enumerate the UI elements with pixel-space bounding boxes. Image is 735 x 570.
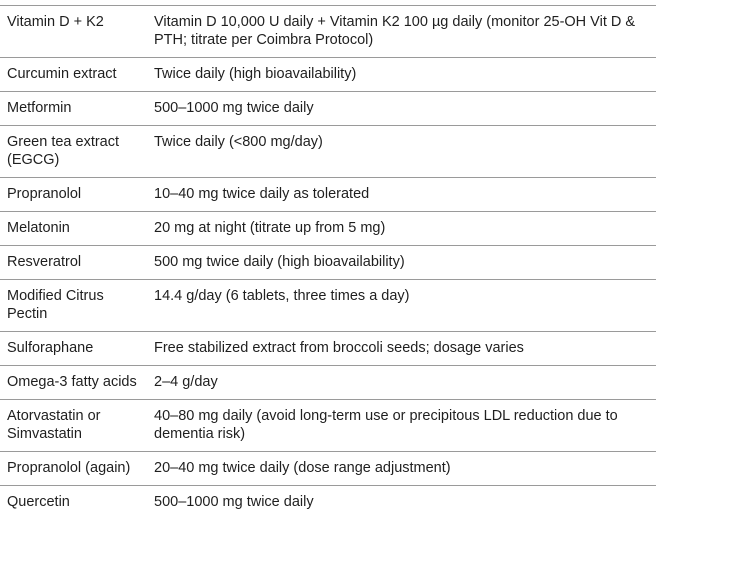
dosage-cell: 500 mg twice daily (high bioavailability)	[146, 246, 656, 280]
supplement-name-cell: Sulforaphane	[0, 332, 146, 366]
dosage-cell: 10–40 mg twice daily as tolerated	[146, 178, 656, 212]
table-row	[0, 246, 656, 280]
dosage-cell: 40–80 mg daily (avoid long-term use or precipitous LDL reduction due to dementia risk)	[146, 400, 656, 452]
table-row	[0, 332, 656, 366]
table-row	[0, 6, 656, 58]
supplement-name-cell: Metformin	[0, 92, 146, 126]
table-row	[0, 452, 656, 486]
table-row	[0, 126, 656, 178]
table-row	[0, 92, 656, 126]
table-row	[0, 178, 656, 212]
dosage-cell: Twice daily (high bioavailability)	[146, 58, 656, 92]
supplement-name-cell: Melatonin	[0, 212, 146, 246]
dosage-cell: Free stabilized extract from broccoli seeds; dosage varies	[146, 332, 656, 366]
table-row	[0, 212, 656, 246]
table-row	[0, 280, 656, 332]
dosage-cell: 20–40 mg twice daily (dose range adjustment)	[146, 452, 656, 486]
dosage-cell: 500–1000 mg twice daily	[146, 486, 656, 514]
supplement-name-cell: Omega-3 fatty acids	[0, 366, 146, 400]
dosage-cell: 500–1000 mg twice daily	[146, 92, 656, 126]
supplement-name-cell: Quercetin	[0, 486, 146, 514]
supplement-name-cell: Curcumin extract	[0, 58, 146, 92]
supplement-name-cell: Vitamin D + K2	[0, 6, 146, 58]
table-row	[0, 58, 656, 92]
table-row	[0, 366, 656, 400]
supplement-name-cell: Atorvastatin or Simvastatin	[0, 400, 146, 452]
dosage-cell: 20 mg at night (titrate up from 5 mg)	[146, 212, 656, 246]
table-row	[0, 486, 656, 514]
supplement-name-cell: Propranolol	[0, 178, 146, 212]
dosage-cell: Twice daily (<800 mg/day)	[146, 126, 656, 178]
supplement-name-cell: Green tea extract (EGCG)	[0, 126, 146, 178]
dosage-cell: 14.4 g/day (6 tablets, three times a day)	[146, 280, 656, 332]
supplement-name-cell: Propranolol (again)	[0, 452, 146, 486]
dosage-cell: Vitamin D 10,000 U daily + Vitamin K2 100 µg daily (monitor 25-OH Vit D & PTH; titrate per Coimbra Protocol)	[146, 6, 656, 58]
table-row	[0, 400, 656, 452]
dosage-cell: 2–4 g/day	[146, 366, 656, 400]
supplement-name-cell: Resveratrol	[0, 246, 146, 280]
supplement-name-cell: Modified Citrus Pectin	[0, 280, 146, 332]
table-body	[0, 6, 656, 514]
supplement-dosage-table	[0, 5, 656, 513]
